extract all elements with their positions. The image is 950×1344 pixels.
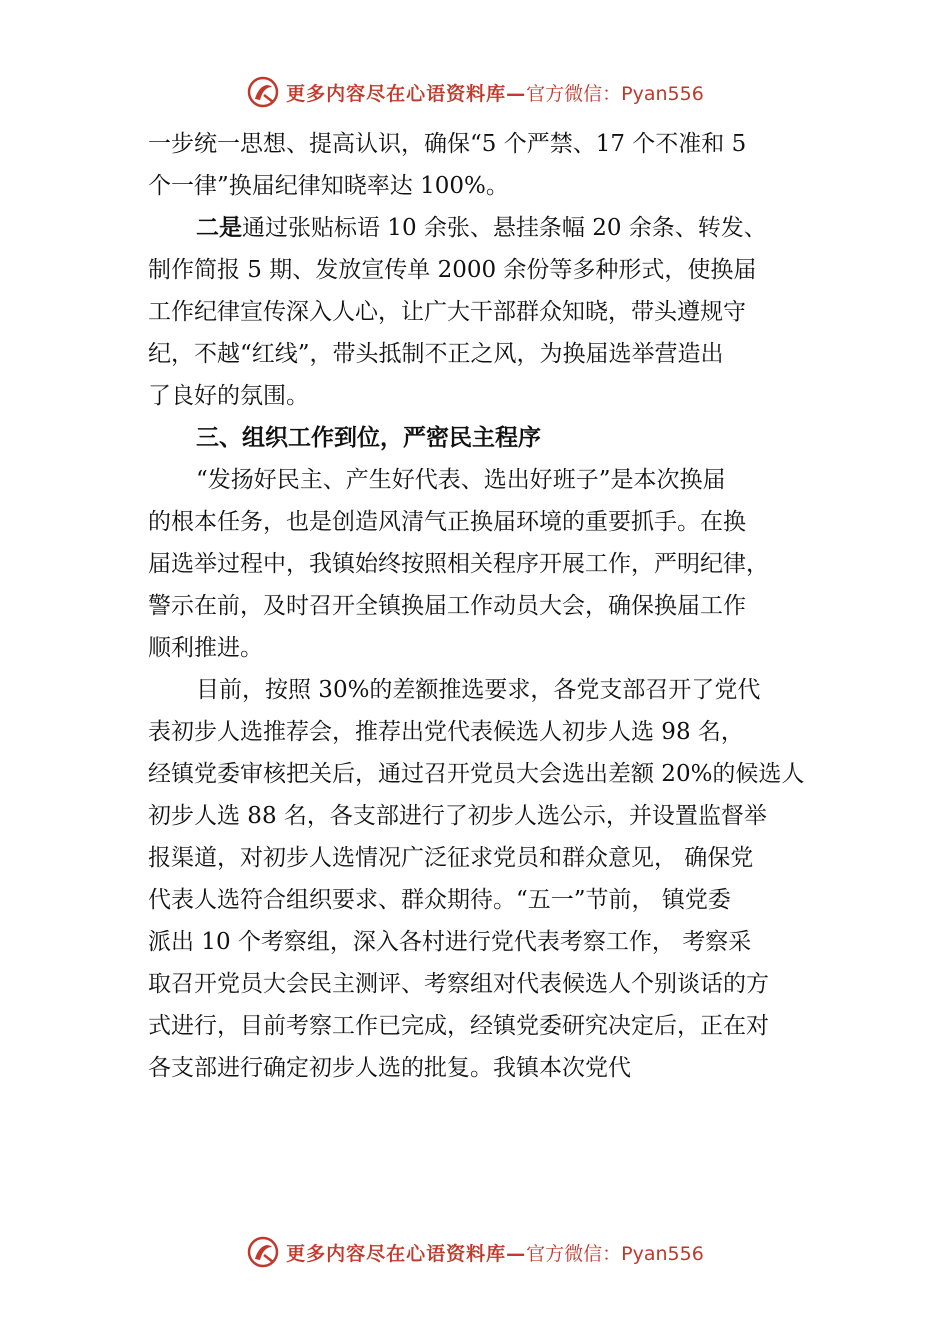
footer-watermark xyxy=(0,1230,950,1274)
text-line: 表初步人选推荐会，推荐出党代表候选人初步人选 98 名， xyxy=(148,719,744,745)
paragraph-two-first-line xyxy=(148,207,828,249)
text-line: 纪，不越“红线”，带头抵制不正之风，为换届选举营造出 xyxy=(148,341,724,367)
text-line: 式进行，目前考察工作已完成，经镇党委研究决定后，正在对 xyxy=(148,1013,769,1039)
header-watermark xyxy=(0,70,950,114)
text-line: 各支部进行确定初步人选的批复。我镇本次党代 xyxy=(148,1055,631,1081)
text-line: 代表人选符合组织要求、群众期待。“五一”节前， 镇党委 xyxy=(148,887,731,913)
seal-logo-icon xyxy=(246,1235,280,1269)
document-body xyxy=(148,123,828,1089)
text-line: 初步人选 88 名，各支部进行了初步人选公示，并设置监督举 xyxy=(148,803,767,829)
text-line: 个一律”换届纪律知晓率达 100%。 xyxy=(148,173,509,199)
watermark-text: 更多内容尽在心语资料库— xyxy=(286,82,527,105)
seal-logo-icon xyxy=(246,75,280,109)
text-line: 警示在前，及时召开全镇换届工作动员大会，确保换届工作 xyxy=(148,593,746,619)
section-heading: 三、组织工作到位，严密民主程序 xyxy=(196,425,541,451)
text-line: 通过张贴标语 10 余张、悬挂条幅 20 余条、转发、 xyxy=(242,215,767,241)
paragraph-lead: 二是 xyxy=(196,215,242,241)
text-line: 报渠道，对初步人选情况广泛征求党员和群众意见， 确保党 xyxy=(148,845,754,871)
text-line: 派出 10 个考察组，深入各村进行党代表考察工作， 考察采 xyxy=(148,929,752,955)
text-line: 制作简报 5 期、发放宣传单 2000 余份等多种形式，使换届 xyxy=(148,257,757,283)
text-line: 经镇党委审核把关后，通过召开党员大会选出差额 20%的候选人 xyxy=(148,761,805,787)
watermark-wechat: 官方微信：Pyan556 xyxy=(526,1242,704,1265)
watermark-wechat: 官方微信：Pyan556 xyxy=(526,82,704,105)
text-line: 顺利推进。 xyxy=(148,635,263,661)
text-line: 届选举过程中，我镇始终按照相关程序开展工作，严明纪律， xyxy=(148,551,769,577)
text-line: 一步统一思想、提高认识，确保“5 个严禁、17 个不准和 5 xyxy=(148,131,747,157)
text-line: 工作纪律宣传深入人心，让广大干部群众知晓，带头遵规守 xyxy=(148,299,746,325)
watermark-text: 更多内容尽在心语资料库— xyxy=(286,1242,527,1265)
text-line: 目前，按照 30%的差额推选要求，各党支部召开了党代 xyxy=(196,677,761,703)
text-line: 取召开党员大会民主测评、考察组对代表候选人个别谈话的方 xyxy=(148,971,769,997)
text-line: “发扬好民主、产生好代表、选出好班子”是本次换届 xyxy=(196,467,726,493)
text-line: 的根本任务，也是创造风清气正换届环境的重要抓手。在换 xyxy=(148,509,746,535)
text-line: 了良好的氛围。 xyxy=(148,383,309,409)
